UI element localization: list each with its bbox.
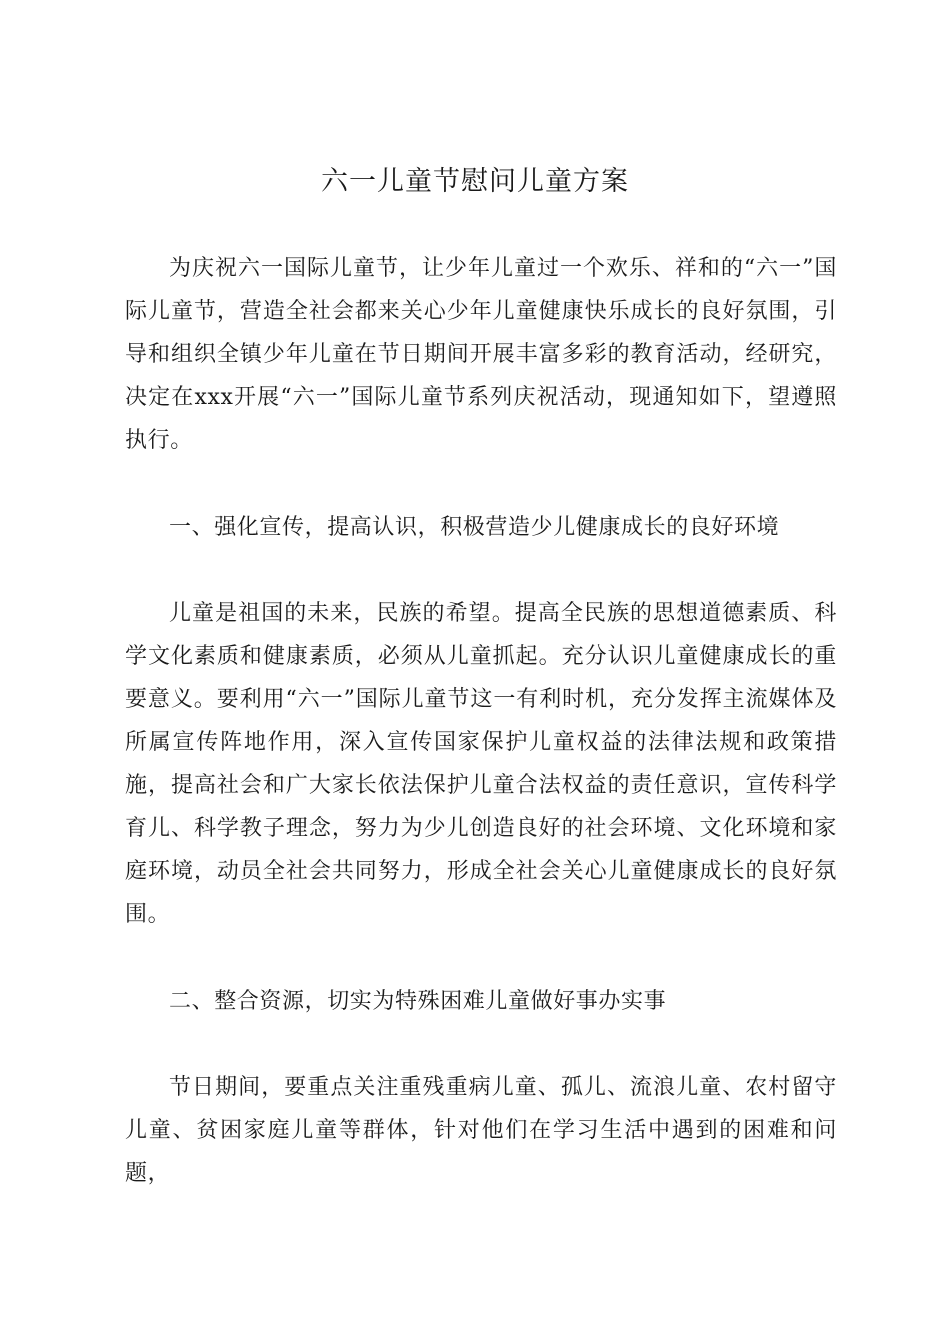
section-heading-2: 二、整合资源，切实为特殊困难儿童做好事办实事 bbox=[169, 989, 667, 1014]
section-paragraph-2: 节日期间，要重点关注重残重病儿童、孤儿、流浪儿童、农村留守儿童、贫困家庭儿童等群体，针对他们在学习生活中遇到的困难和问题， bbox=[125, 1075, 837, 1186]
intro-paragraph: 为庆祝六一国际儿童节，让少年儿童过一个欢乐、祥和的“六一”国际儿童节，营造全社会都来关心少年儿童健康快乐成长的良好氛围，引导和组织全镇少年儿童在节日期间开展丰富多彩的教育活动，经研究，决定在xxx开展“六一”国际儿童节系列庆祝活动，现通知如下，望遵照执行。 bbox=[125, 256, 837, 453]
section-paragraph-1: 儿童是祖国的未来，民族的希望。提高全民族的思想道德素质、科学文化素质和健康素质，必须从儿童抓起。充分认识儿童健康成长的重要意义。要利用“六一”国际儿童节这一有利时机，充分发挥主流媒体及所属宣传阵地作用，深入宣传国家保护儿童权益的法律法规和政策措施，提高社会和广大家长依法保护儿童合法权益的责任意识，宣传科学育儿、科学教子理念，努力为少儿创造良好的社会环境、文化环境和家庭环境，动员全社会共同努力，形成全社会关心儿童健康成长的良好氛围。 bbox=[125, 601, 837, 927]
section-heading-1: 一、强化宣传，提高认识，积极营造少儿健康成长的良好环境 bbox=[169, 515, 780, 540]
document-title: 六一儿童节慰问儿童方案 bbox=[321, 166, 629, 197]
